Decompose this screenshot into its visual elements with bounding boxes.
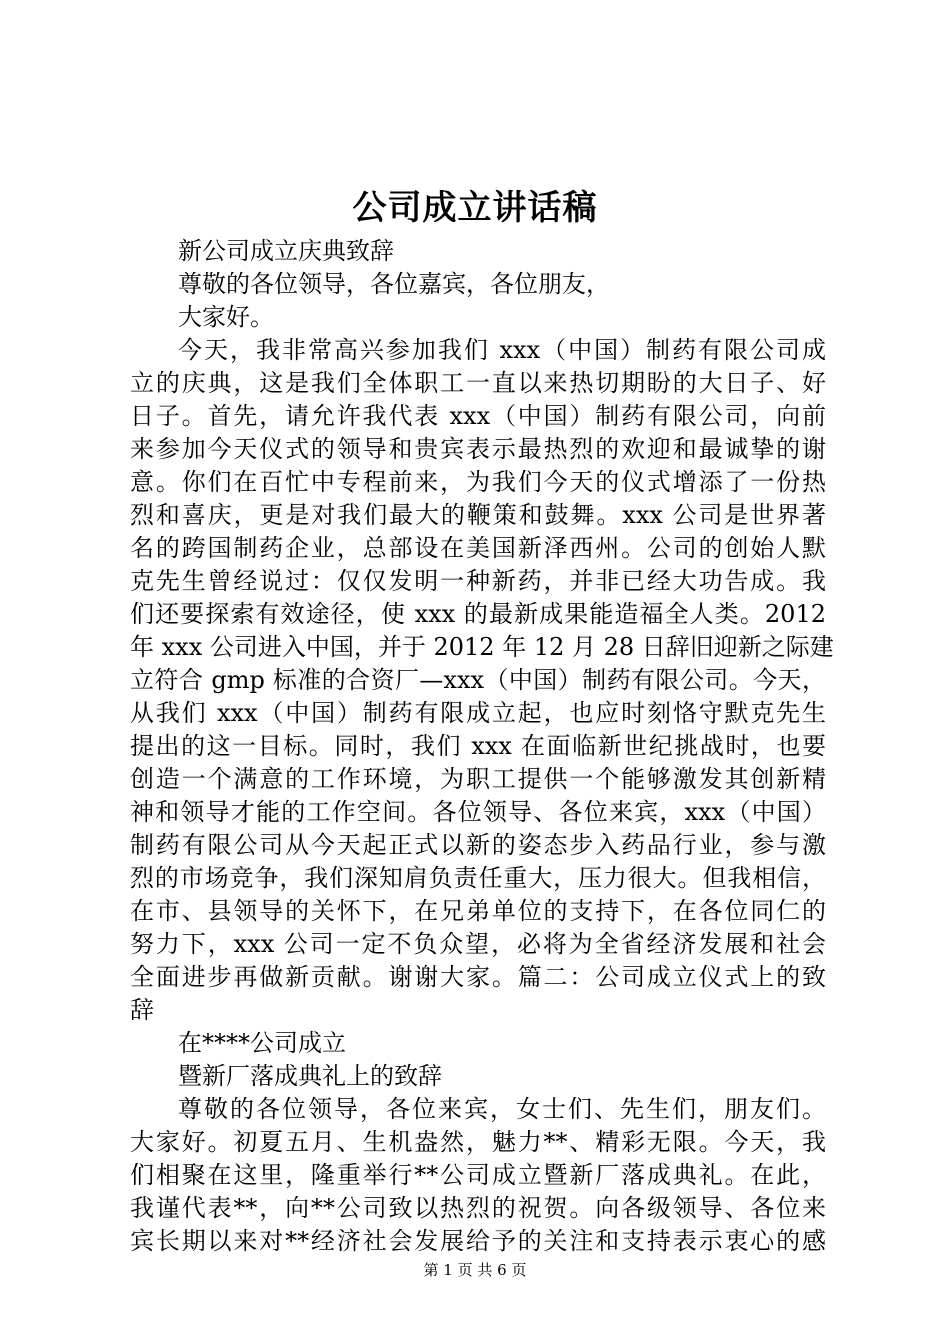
document-body	[130, 235, 834, 1258]
text-line: 宾长期以来对**经济社会发展给予的关注和支持表示衷心的感	[130, 1227, 826, 1255]
text-line: 神和领导才能的工作空间。各位领导、各位来宾，xxx（中国）	[130, 798, 826, 826]
text-line: 创造一个满意的工作环境，为职工提供一个能够激发其创新精	[130, 765, 826, 793]
text-line: 在市、县领导的关怀下，在兄弟单位的支持下，在各位同仁的	[130, 897, 826, 925]
text-line: 尊敬的各位领导，各位来宾，女士们、先生们，朋友们。	[178, 1095, 826, 1123]
text-line: 克先生曾经说过：仅仅发明一种新药，并非已经大功告成。我	[130, 567, 826, 595]
text-line: 制药有限公司从今天起正式以新的姿态步入药品行业，参与激	[130, 831, 826, 859]
text-line: 立的庆典，这是我们全体职工一直以来热切期盼的大日子、好	[130, 369, 826, 397]
text-line: 全面进步再做新贡献。谢谢大家。篇二：公司成立仪式上的致	[130, 963, 826, 991]
text-line: 辞	[130, 996, 154, 1024]
text-line: 们相聚在这里，隆重举行**公司成立暨新厂落成典礼。在此，	[130, 1161, 826, 1189]
text-line: 大家好。	[178, 303, 274, 331]
text-line: 年 xxx 公司进入中国，并于 2012 年 12 月 28 日辞旧迎新之际建	[130, 633, 834, 661]
text-line: 们还要探索有效途径，使 xxx 的最新成果能造福全人类。2012	[130, 600, 826, 628]
text-line: 在****公司成立	[178, 1029, 346, 1057]
text-line: 意。你们在百忙中专程前来，为我们今天的仪式增添了一份热	[130, 468, 826, 496]
text-line: 提出的这一目标。同时，我们 xxx 在面临新世纪挑战时，也要	[130, 732, 826, 760]
text-line: 烈的市场竞争，我们深知肩负责任重大，压力很大。但我相信，	[130, 864, 826, 892]
text-line: 新公司成立庆典致辞	[178, 237, 394, 265]
text-line: 暨新厂落成典礼上的致辞	[178, 1062, 442, 1090]
text-line: 今天，我非常高兴参加我们 xxx（中国）制药有限公司成	[178, 336, 826, 364]
page-number-footer: 第 1 页 共 6 页	[423, 1261, 527, 1279]
text-line: 来参加今天仪式的领导和贵宾表示最热烈的欢迎和最诚挚的谢	[130, 435, 826, 463]
text-line: 从我们 xxx（中国）制药有限成立起，也应时刻恪守默克先生	[130, 699, 826, 727]
text-line: 立符合 gmp 标准的合资厂—xxx（中国）制药有限公司。今天，	[130, 666, 826, 694]
text-line: 日子。首先，请允许我代表 xxx（中国）制药有限公司，向前	[130, 402, 826, 430]
text-line: 名的跨国制药企业，总部设在美国新泽西州。公司的创始人默	[130, 534, 826, 562]
document-title: 公司成立讲话稿	[352, 188, 598, 228]
text-line: 烈和喜庆，更是对我们最大的鞭策和鼓舞。xxx 公司是世界著	[130, 501, 826, 529]
text-line: 努力下，xxx 公司一定不负众望，必将为全省经济发展和社会	[130, 930, 826, 958]
text-line: 尊敬的各位领导，各位嘉宾，各位朋友，	[178, 270, 610, 298]
text-line: 大家好。初夏五月、生机盎然，魅力**、精彩无限。今天，我	[130, 1128, 826, 1156]
text-line: 我谨代表**，向**公司致以热烈的祝贺。向各级领导、各位来	[130, 1194, 826, 1222]
